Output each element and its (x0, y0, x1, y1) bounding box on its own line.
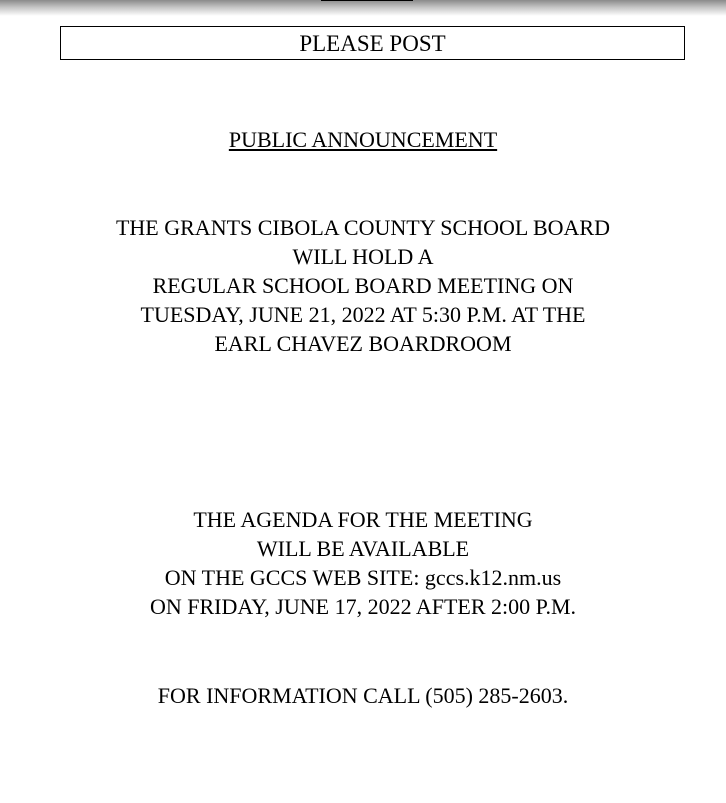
agenda-line: THE AGENDA FOR THE MEETING (193, 507, 533, 532)
agenda-details (0, 505, 726, 621)
announcement-heading: PUBLIC ANNOUNCEMENT (228, 127, 498, 152)
contact-line: FOR INFORMATION CALL (505) 285-2603. (157, 683, 569, 708)
agenda-line: ON FRIDAY, JUNE 17, 2022 AFTER 2:00 P.M. (149, 594, 577, 619)
agenda-line: WILL BE AVAILABLE (256, 536, 470, 561)
meeting-line: THE GRANTS CIBOLA COUNTY SCHOOL BOARD (115, 215, 610, 240)
meeting-line: TUESDAY, JUNE 21, 2022 AT 5:30 P.M. AT THE (140, 302, 586, 327)
meeting-line: REGULAR SCHOOL BOARD MEETING ON (152, 273, 574, 298)
meeting-line: EARL CHAVEZ BOARDROOM (214, 331, 512, 356)
top-divider-line (321, 0, 413, 1)
agenda-line: ON THE GCCS WEB SITE: gccs.k12.nm.us (164, 565, 562, 590)
contact-info (0, 681, 726, 710)
please-post-label: PLEASE POST (299, 31, 446, 56)
meeting-details (0, 213, 726, 358)
meeting-line: WILL HOLD A (292, 244, 434, 269)
please-post-box (60, 26, 685, 60)
top-scroll-shadow (0, 0, 726, 16)
